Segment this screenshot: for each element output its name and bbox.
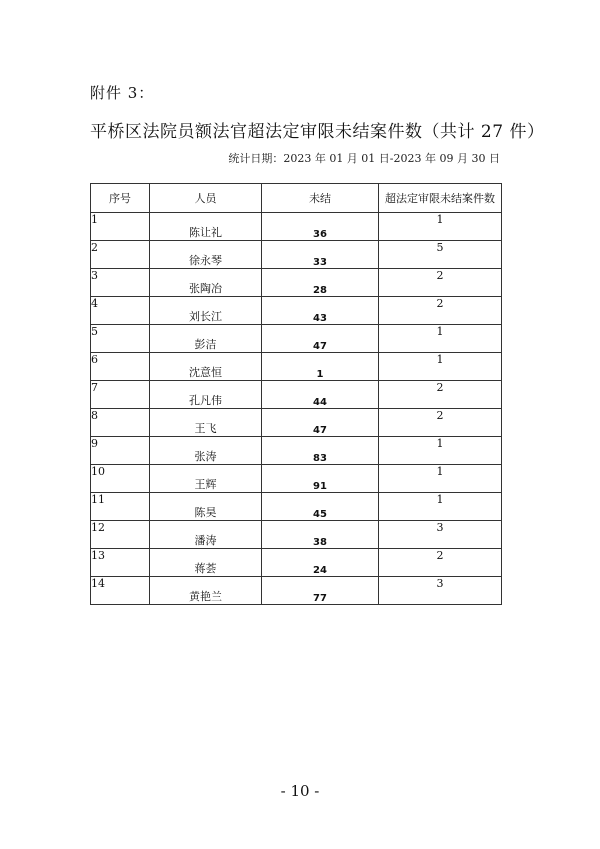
table-row xyxy=(91,521,502,549)
document-title: 平桥区法院员额法官超法定审限未结案件数（共计 27 件） xyxy=(90,122,545,142)
cell-pending: 91 xyxy=(262,465,379,493)
cell-overdue: 1 xyxy=(379,213,502,241)
cell-overdue: 2 xyxy=(379,409,502,437)
cell-person: 徐永琴 xyxy=(150,241,262,269)
header-index: 序号 xyxy=(91,184,150,213)
cell-overdue: 1 xyxy=(379,325,502,353)
cell-index: 4 xyxy=(91,297,150,325)
cell-person: 彭洁 xyxy=(150,325,262,353)
cell-person: 陈昊 xyxy=(150,493,262,521)
cell-index: 14 xyxy=(91,577,150,605)
cell-pending: 43 xyxy=(262,297,379,325)
table-row xyxy=(91,213,502,241)
cell-overdue: 1 xyxy=(379,437,502,465)
table-row xyxy=(91,325,502,353)
cell-overdue: 1 xyxy=(379,353,502,381)
cell-person: 刘长江 xyxy=(150,297,262,325)
cell-person: 潘涛 xyxy=(150,521,262,549)
cell-index: 11 xyxy=(91,493,150,521)
attachment-label: 附件 3： xyxy=(90,84,155,102)
cell-index: 12 xyxy=(91,521,150,549)
cell-index: 5 xyxy=(91,325,150,353)
cell-pending: 38 xyxy=(262,521,379,549)
table-row xyxy=(91,241,502,269)
cell-index: 1 xyxy=(91,213,150,241)
table-row xyxy=(91,577,502,605)
header-person: 人员 xyxy=(150,184,262,213)
cell-pending: 45 xyxy=(262,493,379,521)
cell-pending: 47 xyxy=(262,325,379,353)
cell-pending: 28 xyxy=(262,269,379,297)
cell-overdue: 2 xyxy=(379,381,502,409)
cell-person: 王飞 xyxy=(150,409,262,437)
header-pending: 未结 xyxy=(262,184,379,213)
cell-index: 13 xyxy=(91,549,150,577)
table-row xyxy=(91,465,502,493)
table-row xyxy=(91,297,502,325)
cell-index: 10 xyxy=(91,465,150,493)
cell-person: 沈意恒 xyxy=(150,353,262,381)
cell-overdue: 1 xyxy=(379,493,502,521)
cell-pending: 83 xyxy=(262,437,379,465)
cell-overdue: 1 xyxy=(379,465,502,493)
cell-index: 3 xyxy=(91,269,150,297)
cell-person: 陈让礼 xyxy=(150,213,262,241)
cell-index: 8 xyxy=(91,409,150,437)
cell-overdue: 2 xyxy=(379,549,502,577)
judges-overdue-table xyxy=(90,183,502,605)
cell-pending: 33 xyxy=(262,241,379,269)
cell-pending: 47 xyxy=(262,409,379,437)
table-row xyxy=(91,381,502,409)
cell-index: 7 xyxy=(91,381,150,409)
cell-pending: 36 xyxy=(262,213,379,241)
cell-index: 9 xyxy=(91,437,150,465)
table-header-row xyxy=(91,184,502,213)
cell-pending: 77 xyxy=(262,577,379,605)
table-row xyxy=(91,409,502,437)
cell-pending: 24 xyxy=(262,549,379,577)
cell-overdue: 3 xyxy=(379,577,502,605)
cell-person: 王辉 xyxy=(150,465,262,493)
table-row xyxy=(91,269,502,297)
cell-overdue: 5 xyxy=(379,241,502,269)
cell-index: 6 xyxy=(91,353,150,381)
cell-person: 张涛 xyxy=(150,437,262,465)
table-row xyxy=(91,549,502,577)
cell-person: 孔凡伟 xyxy=(150,381,262,409)
statistics-period: 统计日期：2023 年 01 月 01 日-2023 年 09 月 30 日 xyxy=(228,152,500,165)
cell-index: 2 xyxy=(91,241,150,269)
cell-overdue: 2 xyxy=(379,269,502,297)
cell-overdue: 3 xyxy=(379,521,502,549)
cell-pending: 44 xyxy=(262,381,379,409)
cell-person: 蒋荟 xyxy=(150,549,262,577)
page-number: - 10 - xyxy=(280,782,320,800)
table-row xyxy=(91,353,502,381)
cell-person: 黄艳兰 xyxy=(150,577,262,605)
header-overdue: 超法定审限未结案件数 xyxy=(379,184,502,213)
cell-pending: 1 xyxy=(262,353,379,381)
cell-overdue: 2 xyxy=(379,297,502,325)
table-row xyxy=(91,437,502,465)
cell-person: 张陶冶 xyxy=(150,269,262,297)
table-row xyxy=(91,493,502,521)
